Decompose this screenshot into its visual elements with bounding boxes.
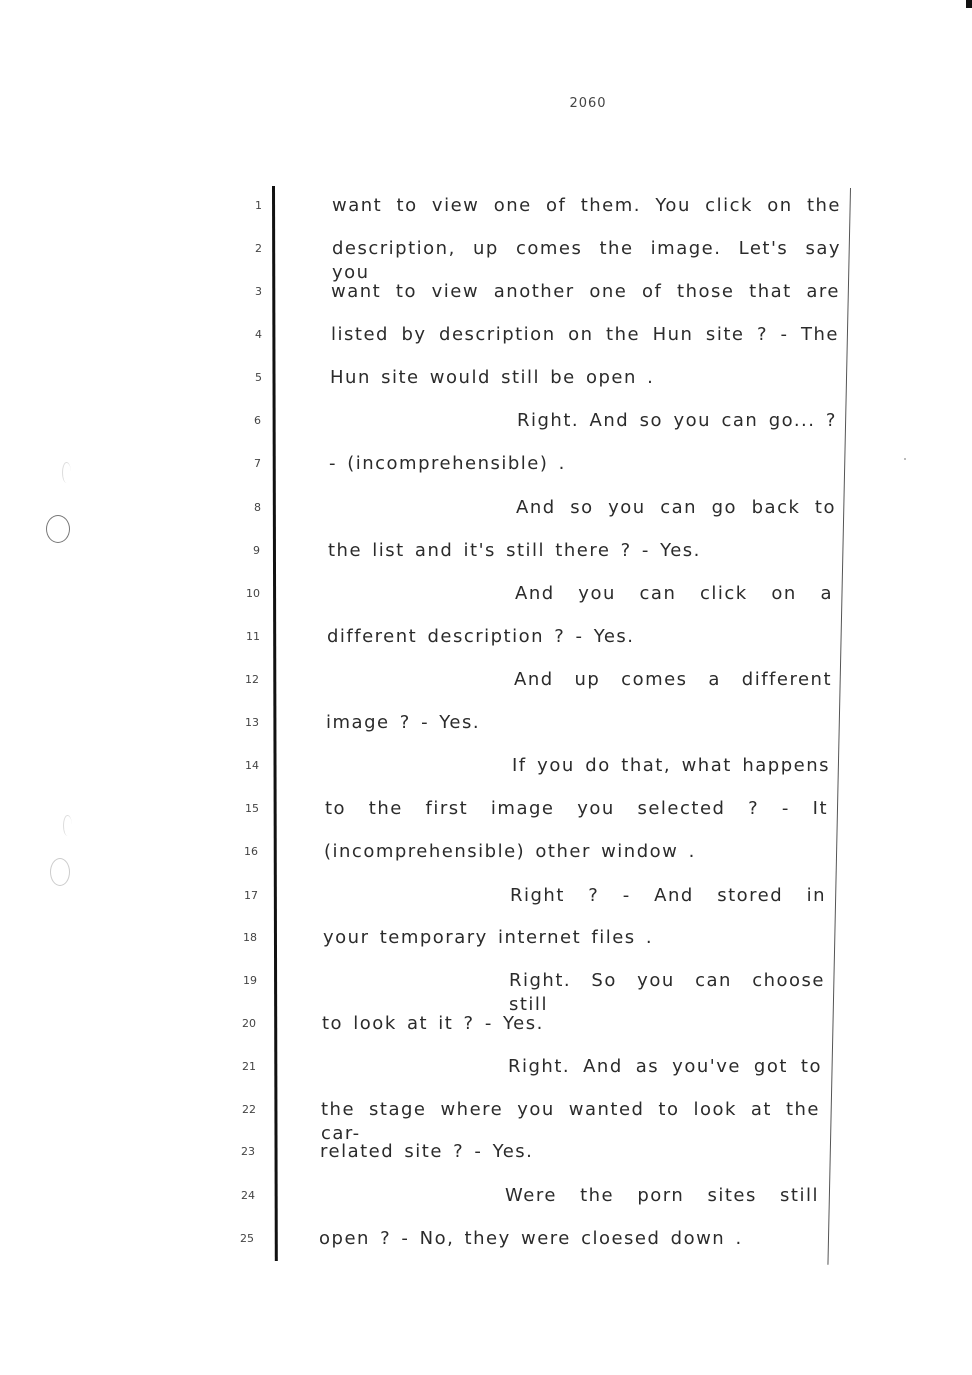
line-number: 16 bbox=[244, 845, 258, 858]
line-text: different description ? - Yes. bbox=[327, 626, 635, 647]
line-number: 10 bbox=[246, 587, 260, 600]
line-number: 3 bbox=[255, 285, 262, 298]
line-number: 12 bbox=[245, 673, 259, 686]
line-text: listed by description on the Hun site ? - The bbox=[331, 324, 839, 345]
line-text: want to view another one of those that are bbox=[331, 281, 840, 302]
line-text: Right. So you can choose still bbox=[509, 970, 825, 1015]
line-text: And up comes a different bbox=[514, 669, 832, 690]
line-number: 9 bbox=[253, 544, 260, 557]
line-text: Right. And so you can go... ? bbox=[517, 410, 837, 431]
line-text: Right. And as you've got to bbox=[508, 1056, 822, 1077]
line-number: 13 bbox=[245, 716, 259, 729]
line-number: 5 bbox=[255, 371, 262, 384]
line-text: related site ? - Yes. bbox=[320, 1141, 534, 1162]
line-number: 11 bbox=[246, 630, 260, 643]
line-number: 7 bbox=[254, 457, 261, 470]
line-number: 8 bbox=[254, 501, 261, 514]
line-number: 22 bbox=[242, 1103, 256, 1116]
page-number: 2060 bbox=[569, 96, 607, 111]
line-text: Right ? - And stored in bbox=[510, 885, 826, 906]
line-text: the stage where you wanted to look at the car- bbox=[321, 1099, 820, 1144]
line-number: 25 bbox=[240, 1232, 254, 1245]
line-text: Hun site would still be open . bbox=[330, 367, 655, 388]
line-number: 23 bbox=[241, 1145, 255, 1158]
line-number: 6 bbox=[254, 414, 261, 427]
line-number: 24 bbox=[241, 1189, 255, 1202]
line-number: 4 bbox=[255, 328, 262, 341]
line-text: want to view one of them. You click on the bbox=[332, 195, 841, 216]
line-number: 1 bbox=[255, 199, 262, 212]
line-text: - (incomprehensible) . bbox=[329, 453, 566, 474]
line-text: (incomprehensible) other window . bbox=[324, 841, 696, 862]
line-text: your temporary internet files . bbox=[323, 927, 654, 948]
line-text: to the first image you selected ? - It bbox=[325, 798, 828, 819]
line-text: And you can click on a bbox=[515, 583, 833, 604]
line-number: 21 bbox=[242, 1060, 256, 1073]
line-text: the list and it's still there ? - Yes. bbox=[328, 540, 701, 561]
line-text: to look at it ? - Yes. bbox=[322, 1013, 544, 1034]
line-number: 19 bbox=[243, 974, 257, 987]
line-text: Were the porn sites still bbox=[505, 1185, 819, 1206]
line-number: 18 bbox=[243, 931, 257, 944]
line-text: image ? - Yes. bbox=[326, 712, 481, 733]
line-text: And so you can go back to bbox=[516, 497, 836, 518]
line-number: 14 bbox=[245, 759, 259, 772]
line-number: 15 bbox=[245, 802, 259, 815]
line-text: description, up comes the image. Let's say you bbox=[332, 238, 841, 283]
line-text: If you do that, what happens bbox=[512, 755, 830, 776]
line-text: open ? - No, they were cloesed down . bbox=[319, 1228, 743, 1249]
line-number: 2 bbox=[255, 242, 262, 255]
line-number: 17 bbox=[244, 889, 258, 902]
line-number: 20 bbox=[242, 1017, 256, 1030]
